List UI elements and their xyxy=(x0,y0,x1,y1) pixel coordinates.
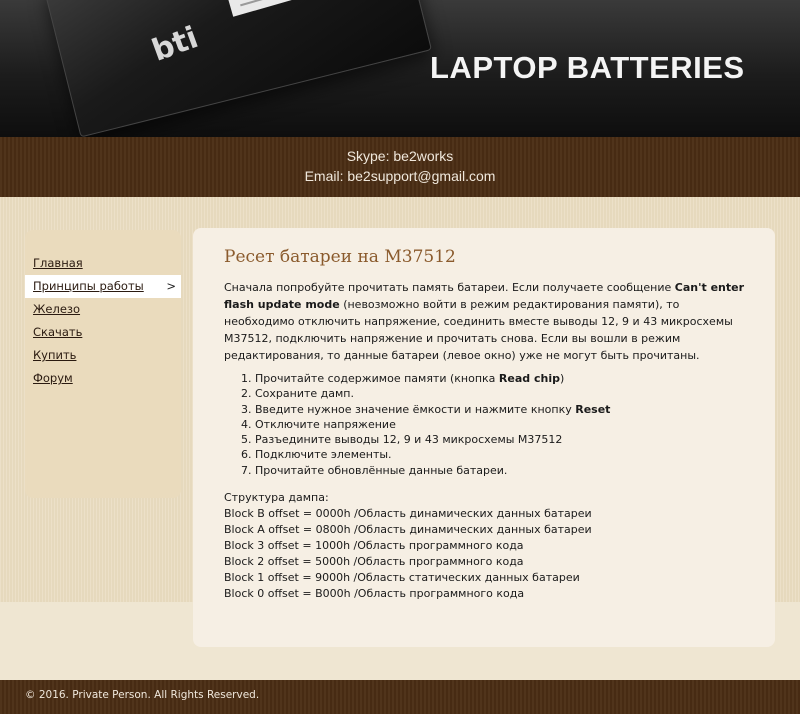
page-title: Ресет батареи на M37512 xyxy=(224,247,456,267)
sidebar xyxy=(25,230,181,498)
sidebar-item-home[interactable]: Главная xyxy=(33,256,83,270)
laptop-battery-image xyxy=(44,0,432,137)
list-item: 6. Подключите элементы. xyxy=(255,447,775,462)
steps-list xyxy=(224,371,775,478)
sidebar-item-hardware[interactable]: Железо xyxy=(33,302,81,316)
sidebar-item-download[interactable]: Скачать xyxy=(33,325,83,339)
list-item: 4. Отключите напряжение xyxy=(255,417,775,432)
sidebar-item-principles[interactable]: Принципы работы > xyxy=(25,275,181,298)
dump-line: Block B offset = 0000h /Область динамических данных батареи xyxy=(224,507,592,520)
main-content xyxy=(193,228,775,647)
sidebar-nav xyxy=(25,252,181,390)
list-item: 1. Прочитайте содержимое памяти (кнопка Read chip) xyxy=(255,371,775,386)
list-item: 2. Сохраните дамп. xyxy=(255,386,775,401)
list-item: 3. Введите нужное значение ёмкости и нажмите кнопку Reset xyxy=(255,402,775,417)
copyright-text: © 2016. Private Person. All Rights Reserved. xyxy=(25,689,260,701)
dump-line: Block 2 offset = 5000h /Область программного кода xyxy=(224,555,524,568)
sidebar-item-forum[interactable]: Форум xyxy=(33,371,73,385)
footer xyxy=(0,680,800,714)
list-item: 5. Разъедините выводы 12, 9 и 43 микросхемы M37512 xyxy=(255,432,775,447)
chevron-right-icon: > xyxy=(166,279,176,293)
site-title: LAPTOP BATTERIES xyxy=(430,50,745,85)
contact-band xyxy=(0,137,800,197)
list-item: 7. Прочитайте обновлённые данные батареи. xyxy=(255,463,775,478)
dump-line: Block 3 offset = 1000h /Область программного кода xyxy=(224,539,524,552)
dump-line: Block A offset = 0800h /Область динамических данных батареи xyxy=(224,523,592,536)
dump-structure xyxy=(224,490,744,602)
battery-logo: bti xyxy=(147,20,203,69)
dump-line: Block 1 offset = 9000h /Область статических данных батареи xyxy=(224,571,580,584)
email-contact: Email: be2support@gmail.com xyxy=(304,168,496,184)
intro-paragraph: Сначала попробуйте прочитать память батареи. Если получаете сообщение Can't enter flash update mode (невозможно войти в режим редактирования памяти), то необходимо отключить напряжение, соединить вместе выводы 12, 9 и 43 микросхемы M37512, подключить напряжение и прочитать снова. Если вы вошли в режим редактирования, то данные батареи (левое окно) уже не могут быть прочитаны. xyxy=(224,281,745,362)
dump-heading: Структура дампа: xyxy=(224,491,329,504)
skype-contact: Skype: be2works xyxy=(346,148,454,164)
header-banner xyxy=(0,0,800,137)
battery-label xyxy=(216,0,387,17)
sidebar-item-buy[interactable]: Купить xyxy=(33,348,77,362)
dump-line: Block 0 offset = B000h /Область программного кода xyxy=(224,587,525,600)
